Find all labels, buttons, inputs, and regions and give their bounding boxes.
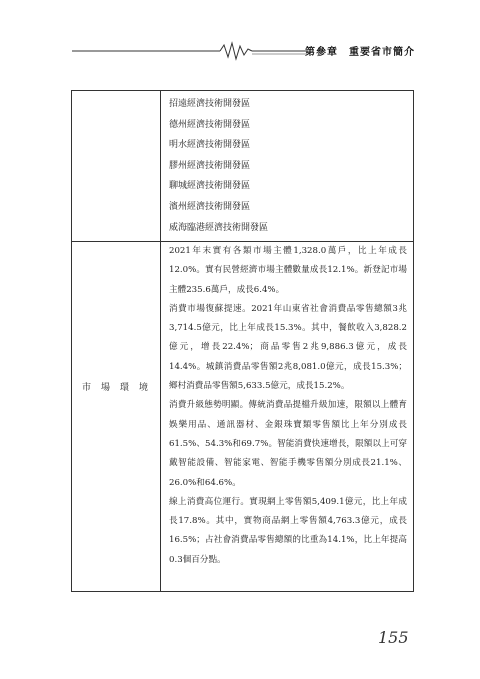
market-environment-content <box>169 242 407 570</box>
zone-item: 聊城經濟技術開發區 <box>169 181 251 192</box>
column-divider <box>160 91 161 591</box>
zone-item: 招遠經濟技術開發區 <box>169 99 251 109</box>
zone-item: 德州經濟技術開發區 <box>169 119 251 130</box>
zone-item: 濱州經濟技術開發區 <box>169 201 251 212</box>
info-table <box>71 90 414 592</box>
zone-list <box>169 94 409 238</box>
zone-item: 威海臨港經濟技術開發區 <box>169 222 269 233</box>
market-paragraph: 消費升級態勢明顯。傳統消費品提檔升級加速，限額以上體育娛樂用品、通訊器材、金銀珠寶類零售額比上年分別成長61.5%、54.3%和69.7%。智能消費快速增長，限額以上可穿戴智能設備、智能家電、智能手機零售額分別成長21.1%、26.0%和64.6%。 <box>169 400 407 488</box>
market-environment-label: 市場環境 <box>81 383 158 393</box>
zone-item: 明水經濟技術開發區 <box>169 140 251 151</box>
zone-item: 膠州經濟技術開發區 <box>169 160 251 171</box>
page-number: 155 <box>378 628 409 647</box>
page-header <box>72 38 415 64</box>
chapter-title: 第參章 重要省市簡介 <box>305 47 415 58</box>
market-paragraph: 線上消費高位運行。實現網上零售額5,409.1億元，比上年成長17.8%。其中，實物商品網上零售額4,763.3億元，成長16.5%；占社會消費品零售總額的比重為14.1%，比上年提高0.3個百分點。 <box>169 496 407 565</box>
market-paragraph: 2021年末實有各類市場主體1,328.0萬戶，比上年成長12.0%。實有民營經濟市場主體數量成長12.1%。新登記市場主體235.6萬戶，成長6.4%。 <box>169 246 407 295</box>
market-paragraph: 消費市場復蘇提速。2021年山東省社會消費品零售總額3兆3,714.5億元，比上年成長15.3%。其中，餐飲收入3,828.2億元，增長22.4%；商品零售2兆9,886.3億元，成長14.4%。城鎮消費品零售額2兆8,081.0億元，成長15.3%；鄉村消費品零售額5,633.5億元，成長15.2%。 <box>169 303 407 392</box>
